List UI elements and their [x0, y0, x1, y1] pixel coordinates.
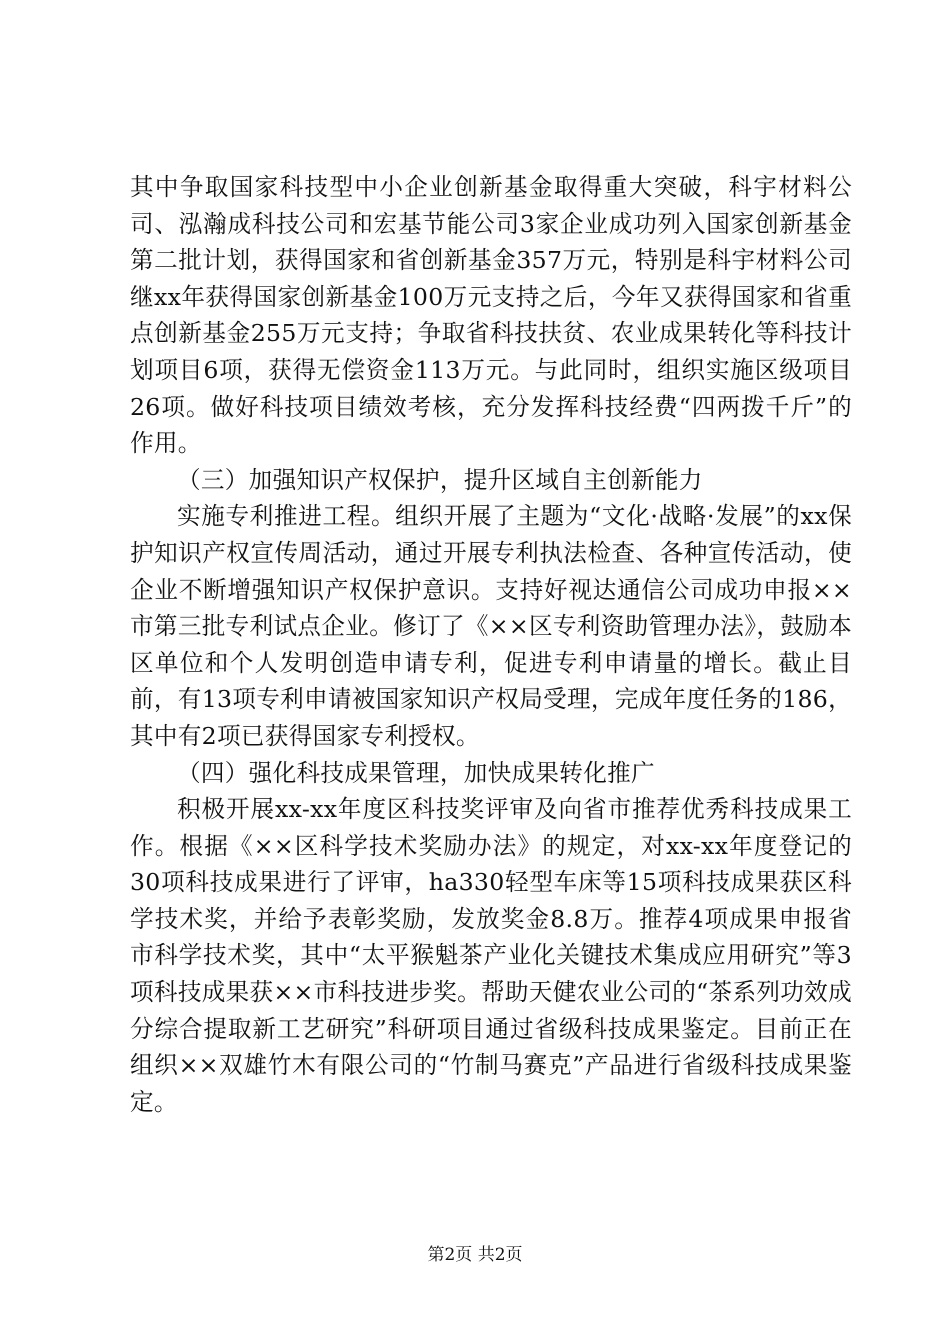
document-body	[130, 169, 852, 1120]
page-number-footer: 第2页 共2页	[427, 1245, 523, 1265]
paragraph-funding-results: 其中争取国家科技型中小企业创新基金取得重大突破，科宇材料公司、泓瀚成科技公司和宏基节能公司3家企业成功列入国家创新基金第二批计划，获得国家和省创新基金357万元，特别是科宇材料公司继xx年获得国家创新基金100万元支持之后，今年又获得国家和省重点创新基金255万元支持；争取省科技扶贫、农业成果转化等科技计划项目6项，获得无偿资金113万元。与此同时，组织实施区级项目26项。做好科技项目绩效考核，充分发挥科技经费“四两拨千斤”的作用。	[130, 173, 852, 458]
paragraph-patent-promotion: 实施专利推进工程。组织开展了主题为“文化·战略·发展”的xx保护知识产权宣传周活动，通过开展专利执法检查、各种宣传活动，使企业不断增强知识产权保护意识。支持好视达通信公司成功申报××市第三批专利试点企业。修订了《××区专利资助管理办法》，鼓励本区单位和个人发明创造申请专利，促进专利申请量的增长。截止目前，有13项专利申请被国家知识产权局受理，完成年度任务的186，其中有2项已获得国家专利授权。	[130, 502, 852, 750]
paragraph-science-awards: 积极开展xx-xx年度区科技奖评审及向省市推荐优秀科技成果工作。根据《××区科学技术奖励办法》的规定，对xx-xx年度登记的30项科技成果进行了评审，ha330轻型车床等15项科技成果获区科学技术奖，并给予表彰奖励，发放奖金8.8万。推荐4项成果申报省市科学技术奖，其中“太平猴魁茶产业化关键技术集成应用研究”等3项科技成果获××市科技进步奖。帮助天健农业公司的“茶系列功效成分综合提取新工艺研究”科研项目通过省级科技成果鉴定。目前正在组织××双雄竹木有限公司的“竹制马赛克”产品进行省级科技成果鉴定。	[130, 795, 852, 1116]
section-heading-achievement-management: （四）强化科技成果管理，加快成果转化推广	[177, 758, 655, 787]
section-heading-ip-protection: （三）加强知识产权保护，提升区域自主创新能力	[177, 465, 703, 494]
